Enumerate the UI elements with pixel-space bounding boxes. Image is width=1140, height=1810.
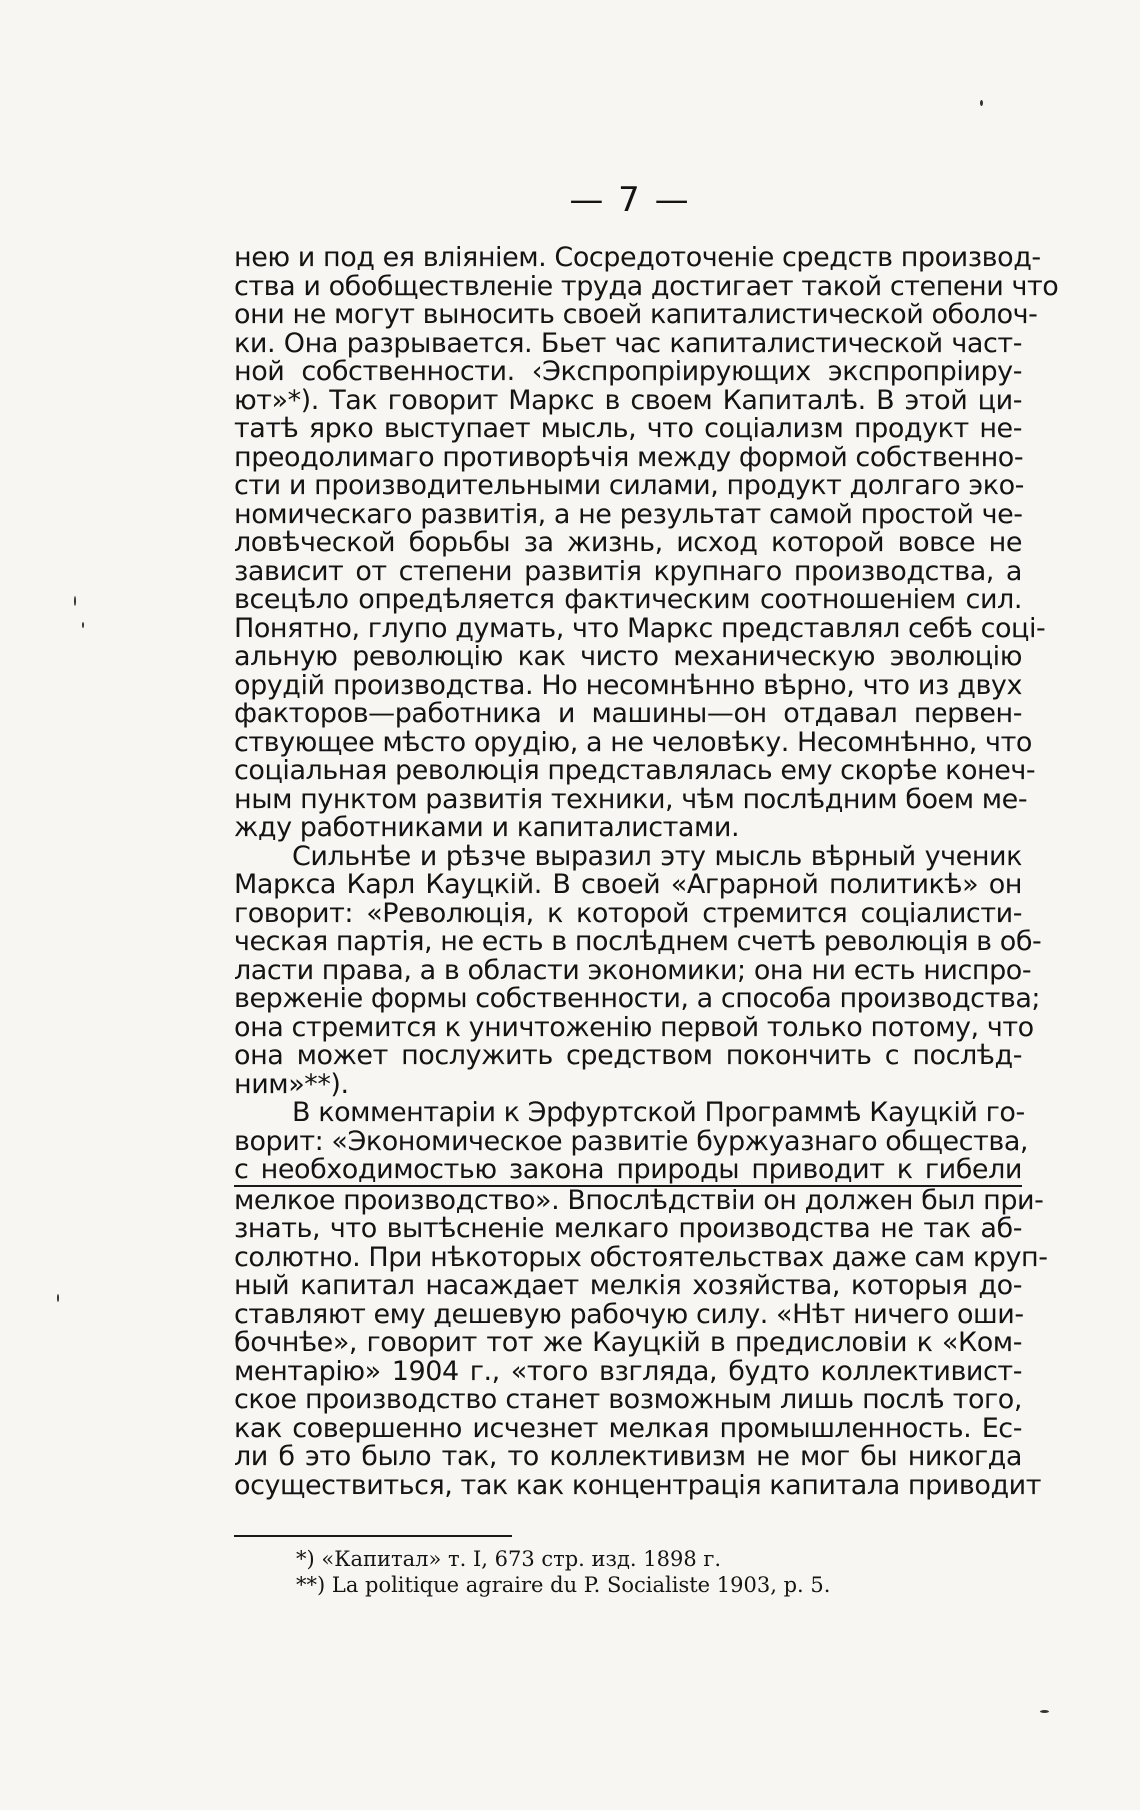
text-line: Сильнѣе и рѣзче выразил эту мысль вѣрный ученик — [292, 840, 1022, 872]
text-line: татѣ ярко выступает мысль, что соціализм продукт не- — [234, 413, 1022, 444]
text-line: нею и под ея вліяніем. Сосредоточеніе средств производ- — [234, 242, 1041, 273]
text-line: жду работниками и капиталистами. — [234, 812, 740, 843]
text-line: ческая партія, не есть в послѣднем счетѣ революція в об- — [234, 926, 1042, 957]
text-line: соціальная революція представлялась ему скорѣе конеч- — [234, 755, 1036, 786]
text-line: ское производство станет возможным лишь послѣ того, — [234, 1384, 1022, 1415]
text-line: орудій производства. Но несомнѣнно вѣрно, что из двух — [234, 669, 1022, 701]
footnote: **) La politique agraire du P. Socialiste 1903, p. 5. — [296, 1573, 831, 1597]
footnote: *) «Капитал» т. I, 673 стр. изд. 1898 г. — [296, 1547, 722, 1571]
text-line: верженіе формы собственности, а способа производства; — [234, 983, 1041, 1014]
text-line: мелкое производство». Впослѣдствіи он должен был при- — [234, 1184, 1044, 1216]
underlined-text-line: с необходимостью закона природы приводит к гибели — [234, 1154, 1022, 1185]
text-line: осуществиться, так как концентрація капитала приводит — [234, 1469, 1042, 1501]
text-line: она стремится к уничтоженію первой только потому, что — [234, 1011, 1034, 1043]
text-line: преодолимаго противорѣчія между формой собственно- — [234, 441, 1024, 473]
text-line: Понятно, глупо думать, что Маркс представлял себѣ соці- — [234, 612, 1046, 644]
footnotes — [296, 1546, 936, 1598]
text-line: ки. Она разрывается. Бьет час капиталистической част- — [234, 327, 1022, 359]
text-line: ства и обобществленіе труда достигает такой степени что — [234, 270, 1059, 302]
text-line: факторов—работника и машины—он отдавал первен- — [234, 698, 1022, 729]
text-line: ный капитал насаждает мелкія хозяйства, которыя до- — [234, 1270, 1022, 1301]
text-line: ной собственности. ‹Экспропріирующих экспропріиру- — [234, 356, 1022, 387]
text-line: ворит: «Экономическое развитіе буржуазнаго общества, — [234, 1125, 1029, 1157]
text-line: номическаго развитія, а не результат самой простой че- — [234, 498, 1023, 530]
body-text — [234, 242, 1059, 1501]
text-line: Маркса Карл Кауцкій. В своей «Аграрной политикѣ» он — [234, 869, 1022, 900]
footnote-divider — [234, 1535, 512, 1537]
text-line: ласти права, а в области экономики; она ни есть ниспро- — [234, 954, 1032, 986]
text-line: солютно. При нѣкоторых обстоятельствах даже сам круп- — [234, 1241, 1048, 1273]
text-line: бочнѣе», говорит тот же Кауцкій в предисловіи к «Ком- — [234, 1327, 1022, 1358]
text-line: говорит: «Революція, к которой стремится соціалисти- — [234, 897, 1022, 929]
text-line: как совершенно исчезнет мелкая промышленность. Ес- — [234, 1412, 1022, 1444]
page-number: — 7 — — [569, 180, 691, 220]
text-line: В комментаріи к Эрфуртской Программѣ Кауцкій го- — [292, 1097, 1025, 1128]
text-line: ловѣческой борьбы за жизнь, исход которой вовсе не — [234, 527, 1022, 558]
text-line: ним»**). — [234, 1068, 349, 1100]
scan-speck — [74, 596, 76, 606]
text-line: ствующее мѣсто орудію, а не человѣку. Несомнѣнно, что — [234, 726, 1032, 758]
text-line: ментарію» 1904 г., «того взгляда, будто коллективист- — [234, 1355, 1022, 1387]
text-line: они не могут выносить своей капиталистической оболоч- — [234, 299, 1038, 330]
scan-speck — [57, 1294, 59, 1302]
text-line: сти и производительными силами, продукт долгаго эко- — [234, 470, 1024, 501]
text-line: зависит от степени развитія крупнаго производства, а — [234, 555, 1022, 587]
text-line: ют»*). Так говорит Маркс в своем Капиталѣ. В этой ци- — [234, 384, 1022, 416]
text-line: она может послужить средством покончить с послѣд- — [234, 1040, 1022, 1071]
scan-speck — [1040, 1710, 1049, 1713]
text-line: всецѣло опредѣляется фактическим соотношеніем сил. — [234, 584, 1022, 615]
text-line: ставляют ему дешевую рабочую силу. «Нѣт ничего оши- — [234, 1298, 1024, 1330]
text-line: ным пунктом развитія техники, чѣм послѣдним боем ме- — [234, 783, 1028, 815]
text-line: альную революцію как чисто механическую эволюцію — [234, 641, 1022, 672]
scan-speck — [82, 622, 84, 628]
text-line: ли б это было так, то коллективизм не мог бы никогда — [234, 1441, 1022, 1472]
text-line: знать, что вытѣсненіе мелкаго производства не так аб- — [234, 1213, 1022, 1244]
scan-speck — [980, 100, 983, 106]
